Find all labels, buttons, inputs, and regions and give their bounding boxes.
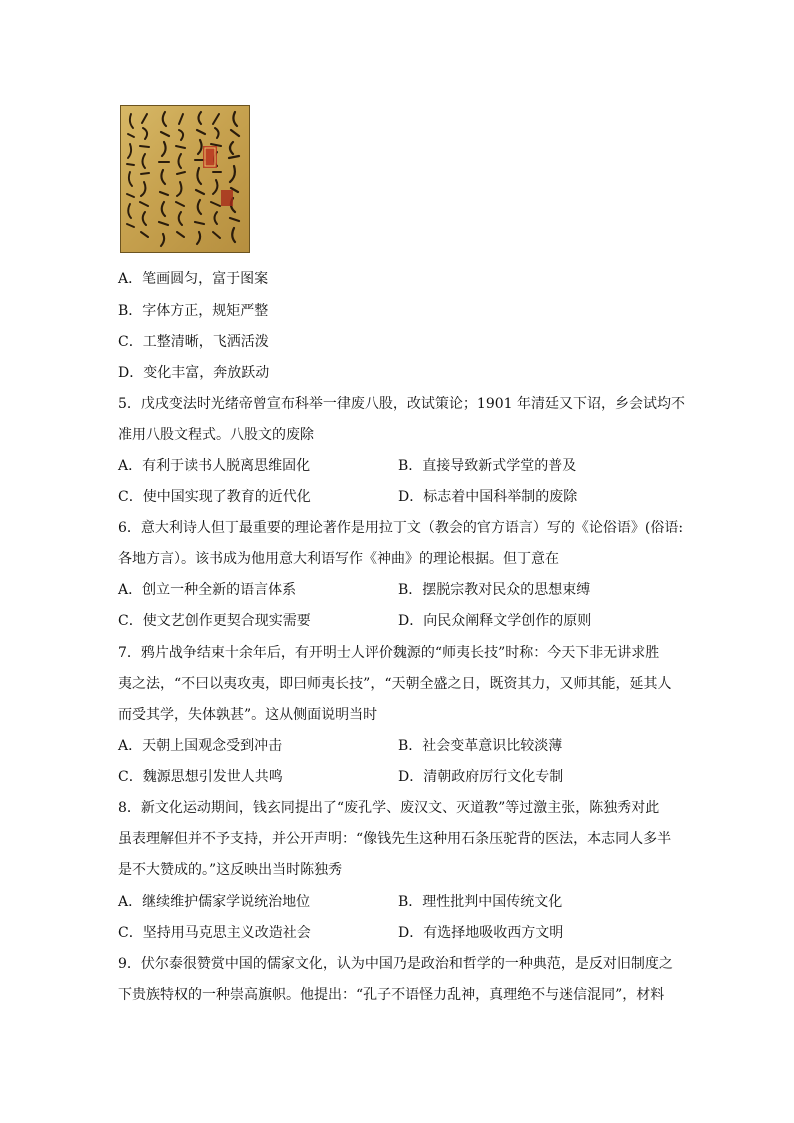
q8-stem-line-2: 虽表理解但并不予支持，并公开声明：“像钱先生这种用石条压驼背的医法，本志同人多半 — [118, 831, 672, 847]
q4-option-a: A．笔画圆匀，富于图案 — [118, 271, 269, 287]
q8-option-c: C．坚持用马克思主义改造社会 — [118, 925, 311, 941]
q7-option-c: C．魏源思想引发世人共鸣 — [118, 769, 283, 785]
q6-option-d: D．向民众阐释文学创作的原则 — [398, 613, 592, 629]
q5-stem-line-1: 5．戊戌变法时光绪帝曾宣布科举一律废八股，改试策论；1901 年清廷又下诏，乡会试均不 — [118, 396, 685, 412]
q5-stem-line-2: 准用八股文程式。八股文的废除 — [118, 427, 314, 443]
q7-option-b: B．社会变革意识比较淡薄 — [398, 738, 563, 754]
q7-stem-line-2: 夷之法，“不曰以夷攻夷，即曰师夷长技”，“天朝全盛之日，既资其力，又师其能，延其人 — [118, 676, 672, 692]
q6-option-b: B．摆脱宗教对民众的思想束缚 — [398, 582, 591, 598]
q9-stem-line-1: 9．伏尔泰很赞赏中国的儒家文化，认为中国乃是政治和哲学的一种典范，是反对旧制度之 — [118, 956, 673, 972]
q6-option-c: C．使文艺创作更契合现实需要 — [118, 613, 311, 629]
q4-option-c: C．工整清晰，飞洒活泼 — [118, 334, 269, 350]
q7-option-d: D．清朝政府厉行文化专制 — [398, 769, 564, 785]
q6-stem-line-1: 6．意大利诗人但丁最重要的理论著作是用拉丁文（教会的官方语言）写的《论俗语》(俗语: — [118, 520, 684, 536]
q8-stem-line-1: 8．新文化运动期间，钱玄同提出了“废孔学、废汉文、灭道教”等过激主张，陈独秀对此 — [118, 800, 660, 816]
q8-stem-line-3: 是不大赞成的。”这反映出当时陈独秀 — [118, 862, 343, 878]
q4-option-b: B．字体方正，规矩严整 — [118, 303, 269, 319]
calligraphy-strokes — [121, 106, 249, 252]
calligraphy-image — [120, 105, 250, 253]
q8-option-b: B．理性批判中国传统文化 — [398, 894, 563, 910]
q6-stem-line-2: 各地方言）。该书成为他用意大利语写作《神曲》的理论根据。但丁意在 — [118, 551, 559, 567]
q5-option-d: D．标志着中国科举制的废除 — [398, 489, 578, 505]
q8-option-a: A．继续维护儒家学说统治地位 — [118, 894, 311, 910]
q9-stem-line-2: 下贵族特权的一种崇高旗帜。他提出：“孔子不语怪力乱神，真理绝不与迷信混同”，材料 — [118, 987, 665, 1003]
q7-stem-line-3: 而受其学，失体孰甚”。这从侧面说明当时 — [118, 707, 378, 723]
q4-option-d: D．变化丰富，奔放跃动 — [118, 365, 270, 381]
q7-stem-line-1: 7．鸦片战争结束十余年后，有开明士人评价魏源的“师夷长技”时称：今天下非无讲求胜 — [118, 645, 660, 661]
q8-option-d: D．有选择地吸收西方文明 — [398, 925, 564, 941]
q5-option-b: B．直接导致新式学堂的普及 — [398, 458, 577, 474]
q5-option-a: A．有利于读书人脱离思维固化 — [118, 458, 311, 474]
q5-option-c: C．使中国实现了教育的近代化 — [118, 489, 311, 505]
q7-option-a: A．天朝上国观念受到冲击 — [118, 738, 283, 754]
q6-option-a: A．创立一种全新的语言体系 — [118, 582, 297, 598]
